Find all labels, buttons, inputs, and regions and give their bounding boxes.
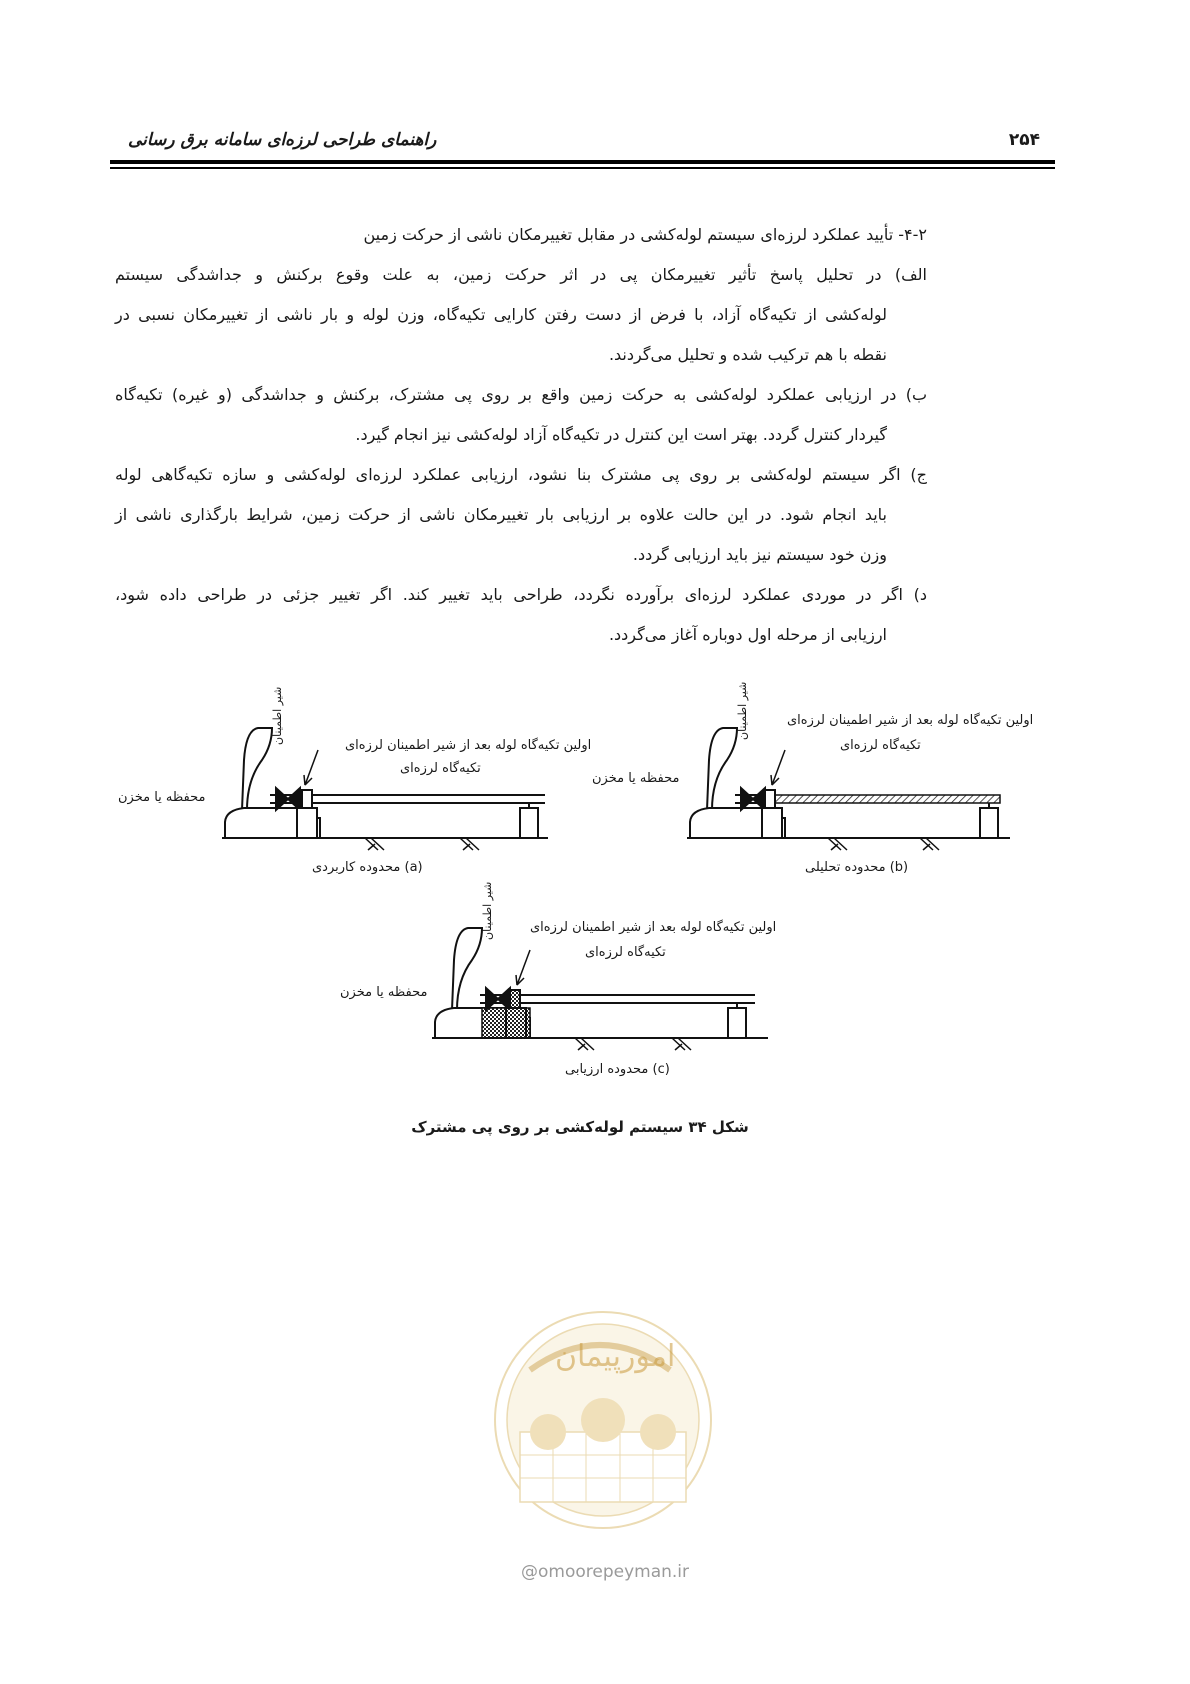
paragraph-line: الف) در تحلیل پاسخ تأثیر تغییرمکان پی در اثر حرکت زمین، به علت وقوع برکنش و جداشدگی سیستم bbox=[115, 265, 927, 284]
label-first-support-b: اولین تکیه‌گاه لوله بعد از شیر اطمینان لرزه‌ای bbox=[787, 713, 1034, 728]
label-seismic-support-b: تکیه‌گاه لرزه‌ای bbox=[840, 738, 921, 753]
label-tank-b: محفظه یا مخزن bbox=[592, 771, 680, 786]
label-tank-a: محفظه یا مخزن bbox=[118, 790, 206, 805]
paragraph-line: ج) اگر سیستم لوله‌کشی بر روی پی مشترک بنا نشود، ارزیابی عملکرد لرزه‌ای لوله‌کشی و سازه تکیه‌گاهی لوله bbox=[115, 465, 927, 484]
panel-c-caption: (c) محدوده ارزیابی bbox=[565, 1062, 670, 1077]
label-tank-c: محفظه یا مخزن bbox=[340, 985, 428, 1000]
label-seismic-support-a: تکیه‌گاه لرزه‌ای bbox=[400, 761, 481, 776]
watermark-logo-text: امورپیمان bbox=[555, 1339, 676, 1374]
page-number: ۲۵۴ bbox=[1008, 130, 1040, 150]
paragraph-line: ب) در ارزیابی عملکرد لوله‌کشی به حرکت زمین واقع بر روی پی مشترک، برکنش و جداشدگی (و غیره) تکیه‌گاه bbox=[115, 385, 927, 404]
paragraph-line: وزن خود سیستم نیز باید ارزیابی گردد. bbox=[632, 545, 887, 564]
paragraph-line: ارزیابی از مرحله اول دوباره آغاز می‌گردد. bbox=[608, 625, 887, 644]
label-first-support-a: اولین تکیه‌گاه لوله بعد از شیر اطمینان لرزه‌ای bbox=[345, 738, 592, 753]
running-header-title: راهنمای طراحی لرزه‌ای سامانه برق رسانی bbox=[128, 130, 437, 150]
label-first-support-c: اولین تکیه‌گاه لوله بعد از شیر اطمینان لرزه‌ای bbox=[530, 920, 777, 935]
paragraph-line: د) اگر در موردی عملکرد لرزه‌ای برآورده نگردد، طراحی باید تغییر کند. اگر تغییر جزئی در طراحی داده شود، bbox=[115, 585, 927, 604]
label-valve-a: شیر اطمینان bbox=[271, 686, 284, 745]
watermark-site: @omoorepeyman.ir bbox=[520, 1562, 690, 1582]
paragraph-line: نقطه با هم ترکیب شده و تحلیل می‌گردند. bbox=[608, 345, 887, 364]
paragraph-line: گیردار کنترل گردد. بهتر است این کنترل در تکیه‌گاه آزاد لوله‌کشی نیز انجام گیرد. bbox=[355, 425, 887, 444]
label-valve-c: شیر اطمینان bbox=[481, 881, 494, 940]
panel-b-caption: (b) محدوده تحلیلی bbox=[805, 860, 909, 875]
figure-caption: شکل ۳۴ سیستم لوله‌کشی بر روی پی مشترک bbox=[411, 1118, 749, 1136]
paragraph-line: باید انجام شود. در این حالت علاوه بر ارزیابی بار تغییرمکان ناشی از حرکت زمین، شرایط بارگذاری ناشی از bbox=[115, 505, 887, 524]
label-seismic-support-c: تکیه‌گاه لرزه‌ای bbox=[585, 945, 666, 960]
paragraph-line: لوله‌کشی از تکیه‌گاه آزاد، با فرض از دست رفتن کارایی تکیه‌گاه، وزن لوله و بار ناشی از تغییرمکان نسبی در bbox=[115, 305, 887, 324]
panel-a-caption: (a) محدوده کاربردی bbox=[312, 860, 423, 875]
section-heading: ۴-۲- تأیید عملکرد لرزه‌ای سیستم لوله‌کشی در مقابل تغییرمکان ناشی از حرکت زمین bbox=[363, 225, 927, 244]
label-valve-b: شیر اطمینان bbox=[736, 681, 749, 740]
